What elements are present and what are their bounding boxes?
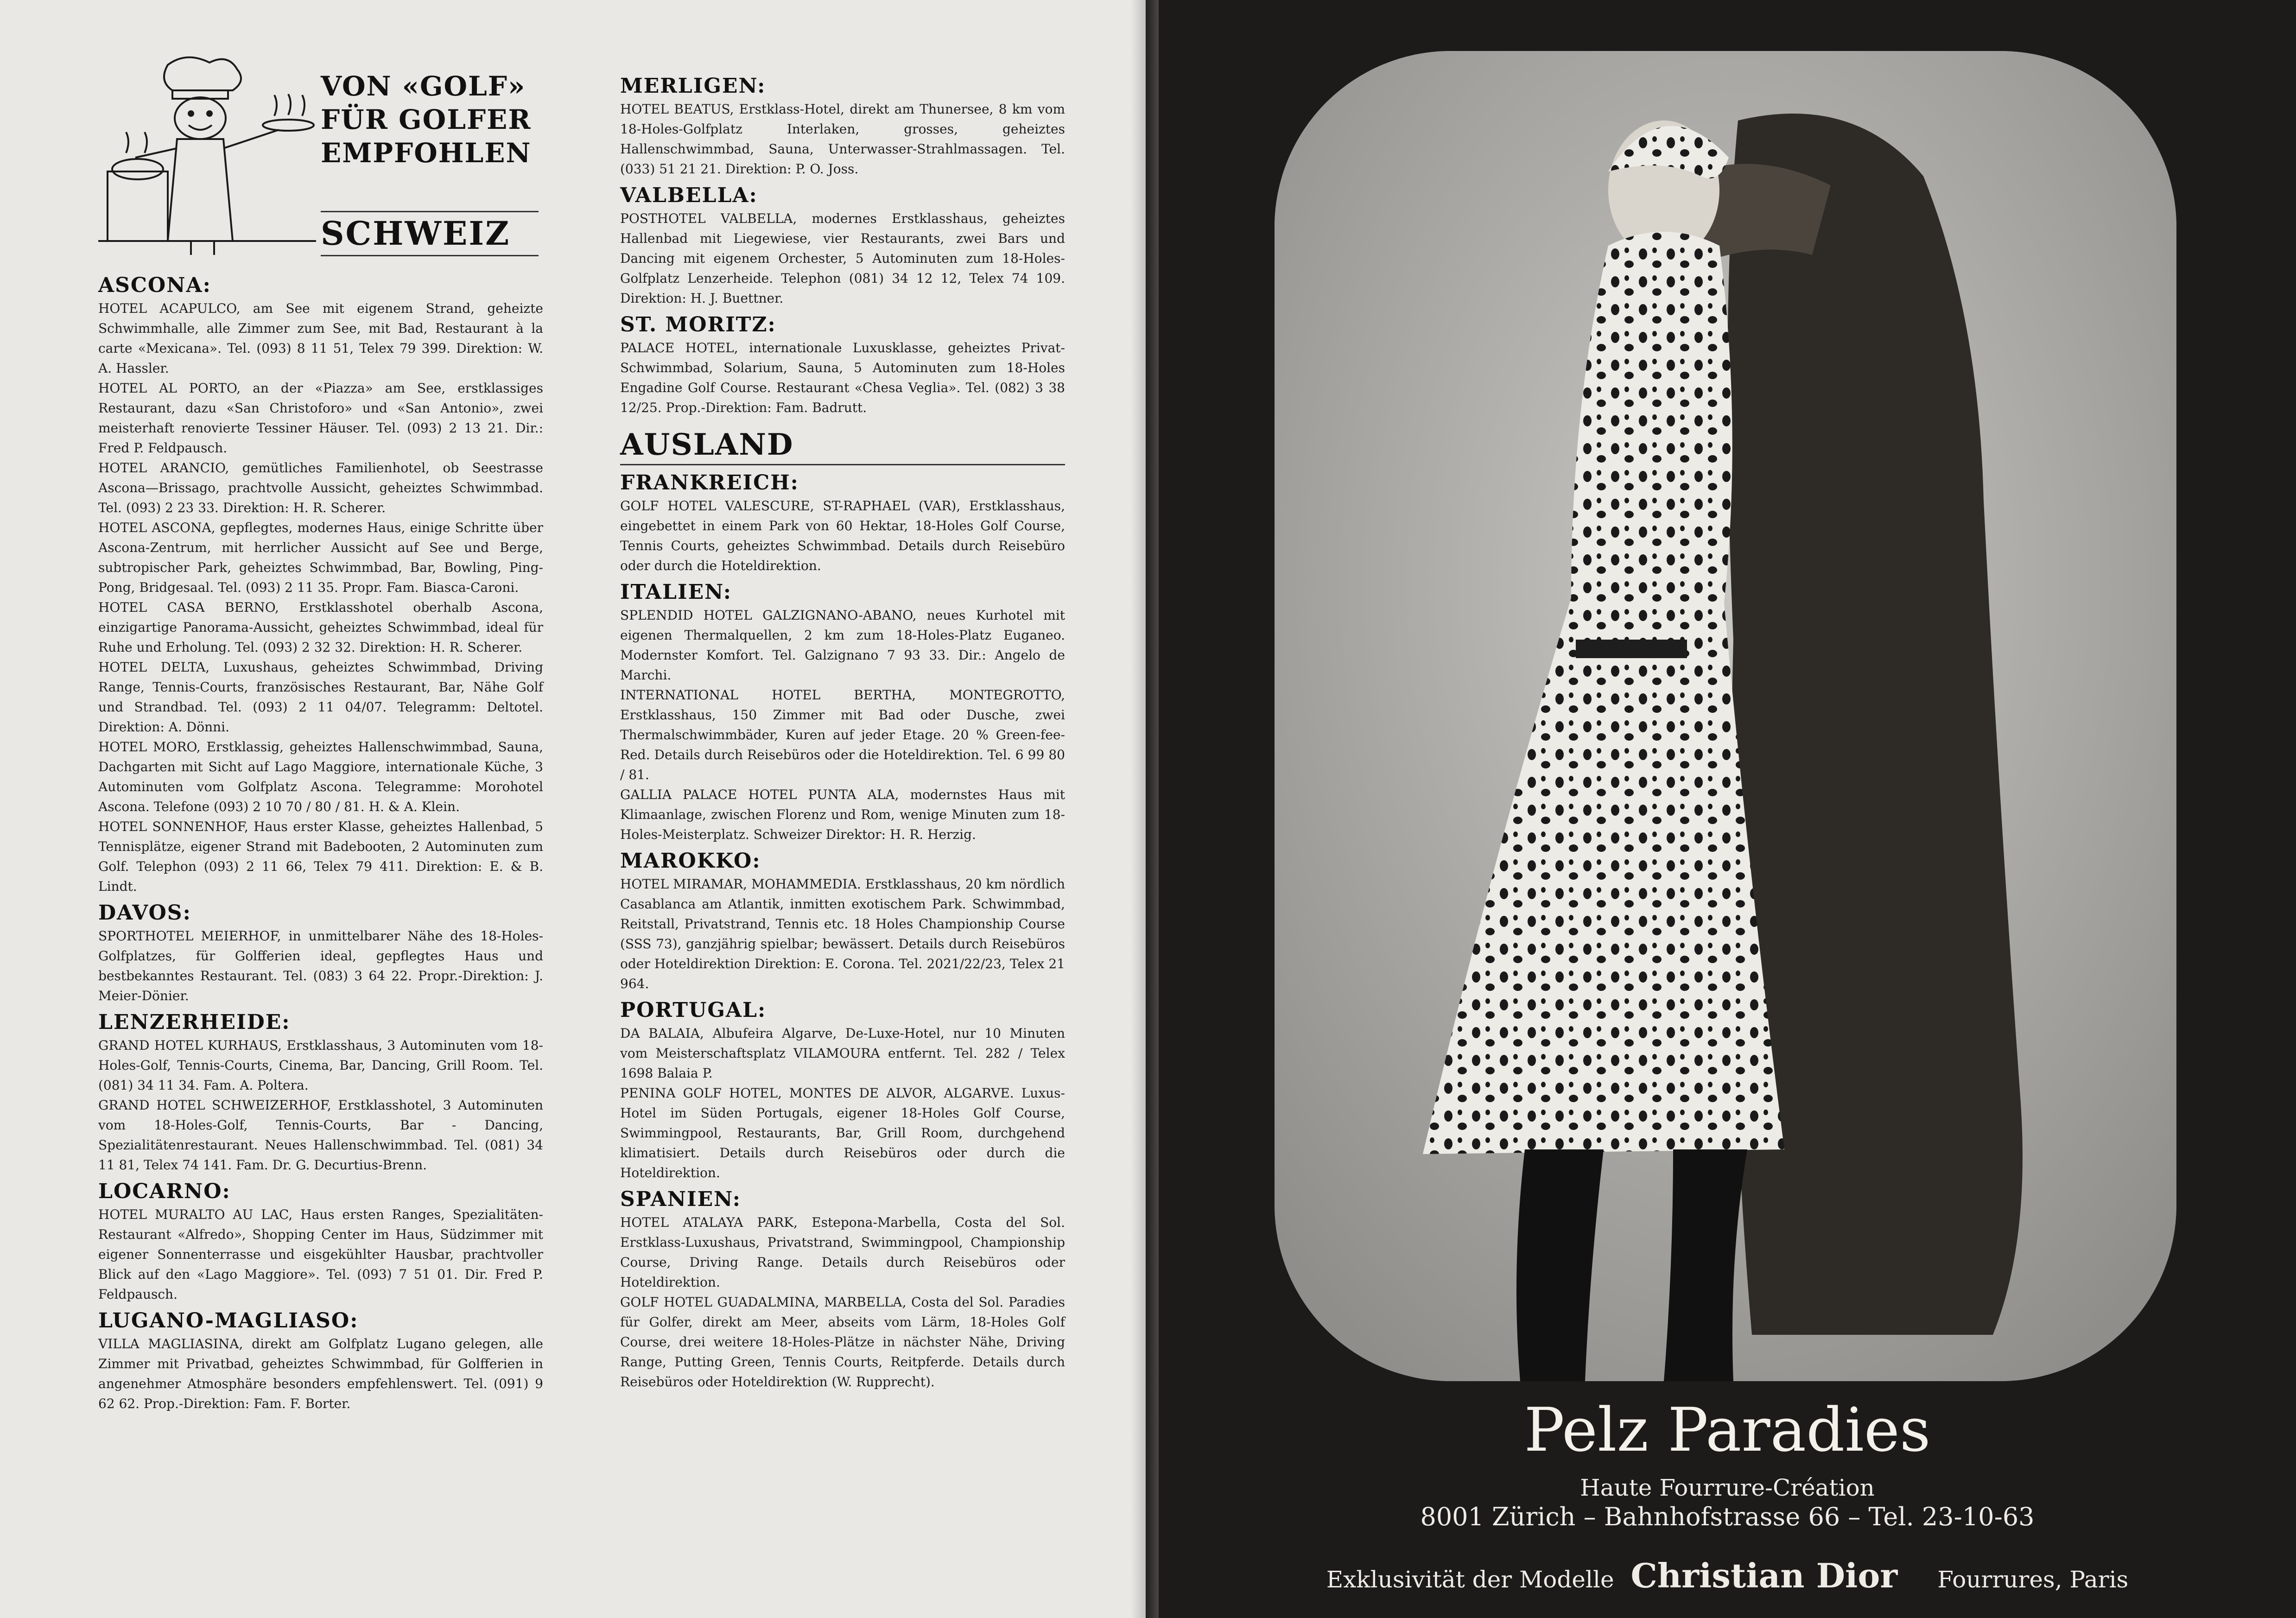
hotel-entry: SPORTHOTEL MEIERHOF, in unmittelbarer Nähe des 18-Holes-Golfplatzes, für Golfferien ideal, gepflegtes Haus und bestbekanntes Restaurant. Tel. (083) 3 64 22. Propr.-Direktion: J. Meier-Dönier. [98,928,543,1003]
column-right-bottom [620,471,1065,1392]
place-heading: VALBELLA: [620,184,758,207]
ad-footer-right: Fourrures, Paris [1937,1566,2129,1593]
page-gutter [1131,0,1159,1618]
place-heading: MERLIGEN: [620,74,766,98]
place-heading: SPANIEN: [620,1187,742,1211]
header-block [98,51,543,269]
hotel-entry: INTERNATIONAL HOTEL BERTHA, MONTEGROTTO, Erstklasshaus, 150 Zimmer mit Bad oder Dusche, zwei Thermalschwimmbäder, Kuren auf jeder Etage. 20 % Green-fee-Red. Details durch Reisebüros oder die Hoteldirektion. Tel. 6 99 80 / 81. [620,687,1065,782]
hotel-entry: HOTEL MORO, Erstklassig, geheiztes Hallenschwimmbad, Sauna, Dachgarten mit Sicht auf Lago Maggiore, internationale Küche, 3 Autominuten vom Golfplatz Ascona. Telegramme: Morohotel Ascona. Telefone (093) 2 10 70 / 80 / 81. H. & A. Klein. [98,739,543,814]
place-heading: FRANKREICH: [620,471,799,495]
ad-brand: Christian Dior [1630,1556,1898,1595]
hotel-entry: HOTEL MIRAMAR, MOHAMMEDIA. Erstklasshaus, 20 km nördlich Casablanca am Atlantik, inmitten exotischem Park. Schwimmbad, Reitstall, Privatstrand, Tennis etc. 18 Holes Championship Course (SSS 73), ganzjährig spielbar; bewässert. Details durch Reisebüros oder Hoteldirektion Direktion: E. Corona. Tel. 2021/22/23, Telex 21 964. [620,876,1065,991]
column-left [98,269,543,1414]
ad-address: 8001 Zürich – Bahnhofstrasse 66 – Tel. 23-10-63 [1420,1502,2035,1531]
hotel-entry: HOTEL ACAPULCO, am See mit eigenem Strand, geheizte Schwimmhalle, alle Zimmer zum See, mit Bad, Restaurant à la carte «Mexicana». Tel. (093) 8 11 51, Telex 79 399. Direktion: W. A. Hassler. [98,301,543,376]
ad-subtitle: Haute Fourrure-Création [1580,1474,1875,1501]
hotel-entry: HOTEL AL PORTO, an der «Piazza» am See, erstklassiges Restaurant, dazu «San Christoforo» und «San Antonio», zwei meisterhaft renovierte Tessiner Häuser. Tel. (093) 2 13 21. Dir.: Fred P. Feldpausch. [98,381,543,456]
column-right [620,70,1065,1392]
hotel-entry: GRAND HOTEL SCHWEIZERHOF, Erstklasshotel, 3 Autominuten vom 18-Holes-Golf, Tennis-Courts, Bar - Dancing, Spezialitätenrestaurant. Neues Hallenschwimmbad. Tel. (081) 34 11 81, Telex 74 141. Fam. Dr. G. Decurtius-Brenn. [98,1098,543,1173]
hotel-entry: HOTEL ASCONA, gepflegtes, modernes Haus, einige Schritte über Ascona-Zentrum, mit herrlicher Aussicht auf See und Berge, subtropischer Park, geheiztes Schwimmbad, Bar, Bowling, Ping-Pong, Bridgesaal. Tel. (093) 2 11 35. Propr. Fam. Biasca-Caroni. [98,520,543,595]
section-heading-schweiz: SCHWEIZ [321,211,539,256]
header-title-line: EMPFOHLEN [321,137,532,169]
hotel-entry: GOLF HOTEL VALESCURE, ST-RAPHAEL (VAR), Erstklasshaus, eingebettet in einem Park von 60 Hektar, 18-Holes Golf Course, Tennis Courts, geheiztes Schwimmbad. Details durch Reisebüro oder durch die Hoteldirektion. [620,498,1065,573]
hotel-entry: POSTHOTEL VALBELLA, modernes Erstklasshaus, geheiztes Hallenbad mit Liegewiese, vier Restaurants, zwei Bars und Dancing mit eigenem Orchester, 5 Autominuten zum 18-Holes-Golfplatz Lenzerheide. Telephon (081) 34 12 12, Telex 74 109. Direktion: H. J. Buettner. [620,211,1065,306]
place-heading: ST. MORITZ: [620,313,776,336]
ad-footer [1159,1557,2296,1598]
hotel-entry: VILLA MAGLIASINA, direkt am Golfplatz Lugano gelegen, alle Zimmer mit Privatbad, geheiztes Schwimmbad, für Golfferien in angenehmer Atmosphäre besonders empfehlenswert. Tel. (091) 9 62 62. Prop.-Direktion: Fam. F. Borter. [98,1336,543,1411]
hotel-entry: GALLIA PALACE HOTEL PUNTA ALA, modernstes Haus mit Klimaanlage, zwischen Florenz und Rom, wenige Minuten zum 18-Holes-Meisterplatz. Schweizer Direktor: H. R. Herzig. [620,787,1065,842]
place-heading: MAROKKO: [620,849,761,873]
fashion-photo-illustration [1275,51,2176,1381]
hotel-entry: PALACE HOTEL, internationale Luxusklasse, geheiztes Privat-Schwimmbad, Solarium, Sauna, 5 Autominuten zum 18-Holes Engadine Golf Course. Restaurant «Chesa Veglia». Tel. (082) 3 38 12/25. Prop.-Direktion: Fam. Badrutt. [620,340,1065,415]
hotel-entry: HOTEL BEATUS, Erstklass-Hotel, direkt am Thunersee, 8 km vom 18-Holes-Golfplatz Interlaken, grosses, geheiztes Hallenschwimmbad, Sauna, Unterwasser-Strahlmassagen. Tel. (033) 51 21 21. Direktion: P. O. Joss. [620,102,1065,177]
hotel-entry: GOLF HOTEL GUADALMINA, MARBELLA, Costa del Sol. Paradies für Golfer, direkt am Meer, abseits vom Lärm, 18-Holes Golf Course, drei weitere 18-Holes-Plätze in nächster Nähe, Driving Range, Putting Green, Tennis Courts, Reitpferde. Details durch Reisebüros oder Hoteldirektion (W. Rupprecht). [620,1294,1065,1390]
place-heading: DAVOS: [98,901,191,925]
place-heading: ITALIEN: [620,580,732,604]
fur-fashion-photo [1275,51,2176,1381]
column-right-top [620,74,1065,418]
place-heading: PORTUGAL: [620,998,767,1022]
ad-footer-left: Exklusivität der Modelle [1326,1566,1614,1593]
place-heading: ASCONA: [98,273,211,297]
hotel-entry: HOTEL ARANCIO, gemütliches Familienhotel, ob Seestrasse Ascona—Brissago, prachtvolle Aussicht, geheiztes Schwimmbad. Tel. (093) 2 23 33. Direktion: H. R. Scherer. [98,460,543,515]
hotel-entry: PENINA GOLF HOTEL, MONTES DE ALVOR, ALGARVE. Luxus-Hotel im Süden Portugals, eigener 18-Holes Golf Course, Swimmingpool, Restaurants, Bar, Grill Room, durchgehend klimatisiert. Details durch Reisebüros oder durch die Hoteldirektion. [620,1085,1065,1180]
hotel-entry: SPLENDID HOTEL GALZIGNANO-ABANO, neues Kurhotel mit eigenen Thermalquellen, 2 km zum 18-Holes-Platz Euganeo. Modernster Komfort. Tel. Galzignano 7 93 33. Dir.: Angelo de Marchi. [620,608,1065,683]
chef-illustration [98,56,316,260]
place-heading: LOCARNO: [98,1180,231,1203]
hotel-entry: HOTEL ATALAYA PARK, Estepona-Marbella, Costa del Sol. Erstklass-Luxushaus, Privatstrand, Swimmingpool, Championship Course, Driving Range. Details durch Reisebüros oder Hoteldirektion. [620,1215,1065,1290]
header-title-line: FÜR GOLFER [321,104,532,135]
place-heading: LENZERHEIDE: [98,1010,291,1034]
hotel-entry: HOTEL MURALTO AU LAC, Haus ersten Ranges, Spezialitäten-Restaurant «Alfredo», Shopping Center im Haus, Südzimmer mit eigener Sonnenterrasse und eisgekühlter Hausbar, prachtvoller Blick auf den «Lago Maggiore». Tel. (093) 7 51 01. Dir. Fred P. Feldpausch. [98,1207,543,1302]
section-heading-ausland: AUSLAND [620,428,1065,465]
hotel-entry: GRAND HOTEL KURHAUS, Erstklasshaus, 3 Autominuten vom 18-Holes-Golf, Tennis-Courts, Cinema, Bar, Dancing, Grill Room. Tel. (081) 34 11 34. Fam. A. Poltera. [98,1038,543,1093]
hotel-entry: HOTEL SONNENHOF, Haus erster Klasse, geheiztes Hallenbad, 5 Tennisplätze, eigener Strand mit Badebooten, 2 Autominuten zum Golf. Telephon (093) 2 11 66, Telex 79 411. Direktion: E. & B. Lindt. [98,819,543,894]
header-title [321,70,539,170]
ad-title: Pelz Paradies [1524,1395,1931,1465]
place-heading: LUGANO-MAGLIASO: [98,1309,359,1332]
hotel-entry: DA BALAIA, Albufeira Algarve, De-Luxe-Hotel, nur 10 Minuten vom Meisterschaftsplatz VILAMOURA entfernt. Tel. 282 / Telex 1698 Balaia P. [620,1026,1065,1081]
header-title-line: VON «GOLF» [321,70,526,102]
hotel-entry: HOTEL DELTA, Luxushaus, geheiztes Schwimmbad, Driving Range, Tennis-Courts, französisches Restaurant, Bar, Nähe Golf und Strandbad. Tel. (093) 2 11 04/07. Telegramm: Deltotel. Direktion: A. Dönni. [98,660,543,735]
hotel-entry: HOTEL CASA BERNO, Erstklasshotel oberhalb Ascona, einzigartige Panorama-Aussicht, geheiztes Schwimmbad, ideal für Ruhe und Erholung. Tel. (093) 2 32 32. Direktion: H. R. Scherer. [98,600,543,655]
